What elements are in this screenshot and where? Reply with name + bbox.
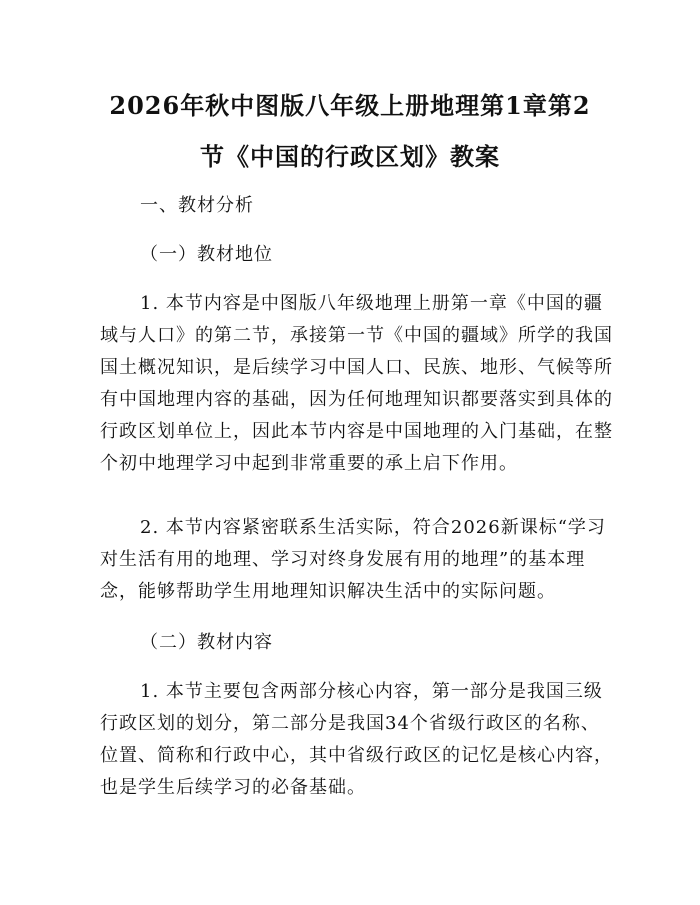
paragraph-2-line: 对生活有用的地理、学习对终身发展有用的地理”的基本理 — [100, 549, 586, 570]
paragraph-3-line: 行政区划的划分，第二部分是我国34个省级行政区的名称、 — [100, 713, 600, 734]
paragraph-1-line: 行政区划单位上，因此本节内容是中国地理的入门基础，在整 — [100, 421, 613, 442]
paragraph-1-line: 域与人口》的第二节，承接第一节《中国的疆域》所学的我国 — [100, 325, 613, 346]
subsection-heading-textbook-content: （二）教材内容 — [140, 632, 273, 653]
paragraph-1-line: 国土概况知识，是后续学习中国人口、民族、地形、气候等所 — [100, 357, 613, 378]
paragraph-3-line: 1. 本节主要包含两部分核心内容，第一部分是我国三级 — [140, 681, 603, 702]
subsection-heading-textbook-status: （一）教材地位 — [140, 244, 273, 265]
paragraph-2-line: 2. 本节内容紧密联系生活实际，符合2026新课标“学习 — [140, 517, 606, 538]
paragraph-3-line: 也是学生后续学习的必备基础。 — [100, 777, 366, 798]
paragraph-1-line: 个初中地理学习中起到非常重要的承上启下作用。 — [100, 453, 518, 474]
paragraph-3-line: 位置、简称和行政中心，其中省级行政区的记忆是核心内容， — [100, 745, 613, 766]
document-title-line-1: 2026年秋中图版八年级上册地理第1章第2 — [109, 91, 591, 120]
paragraph-1-line: 1. 本节内容是中图版八年级地理上册第一章《中国的疆 — [140, 293, 603, 314]
paragraph-1-line: 有中国地理内容的基础，因为任何地理知识都要落实到具体的 — [100, 389, 613, 410]
paragraph-2-line: 念，能够帮助学生用地理知识解决生活中的实际问题。 — [100, 581, 556, 602]
section-heading-textbook-analysis: 一、教材分析 — [140, 195, 254, 216]
document-title-line-2: 节《中国的行政区划》教案 — [200, 142, 500, 171]
